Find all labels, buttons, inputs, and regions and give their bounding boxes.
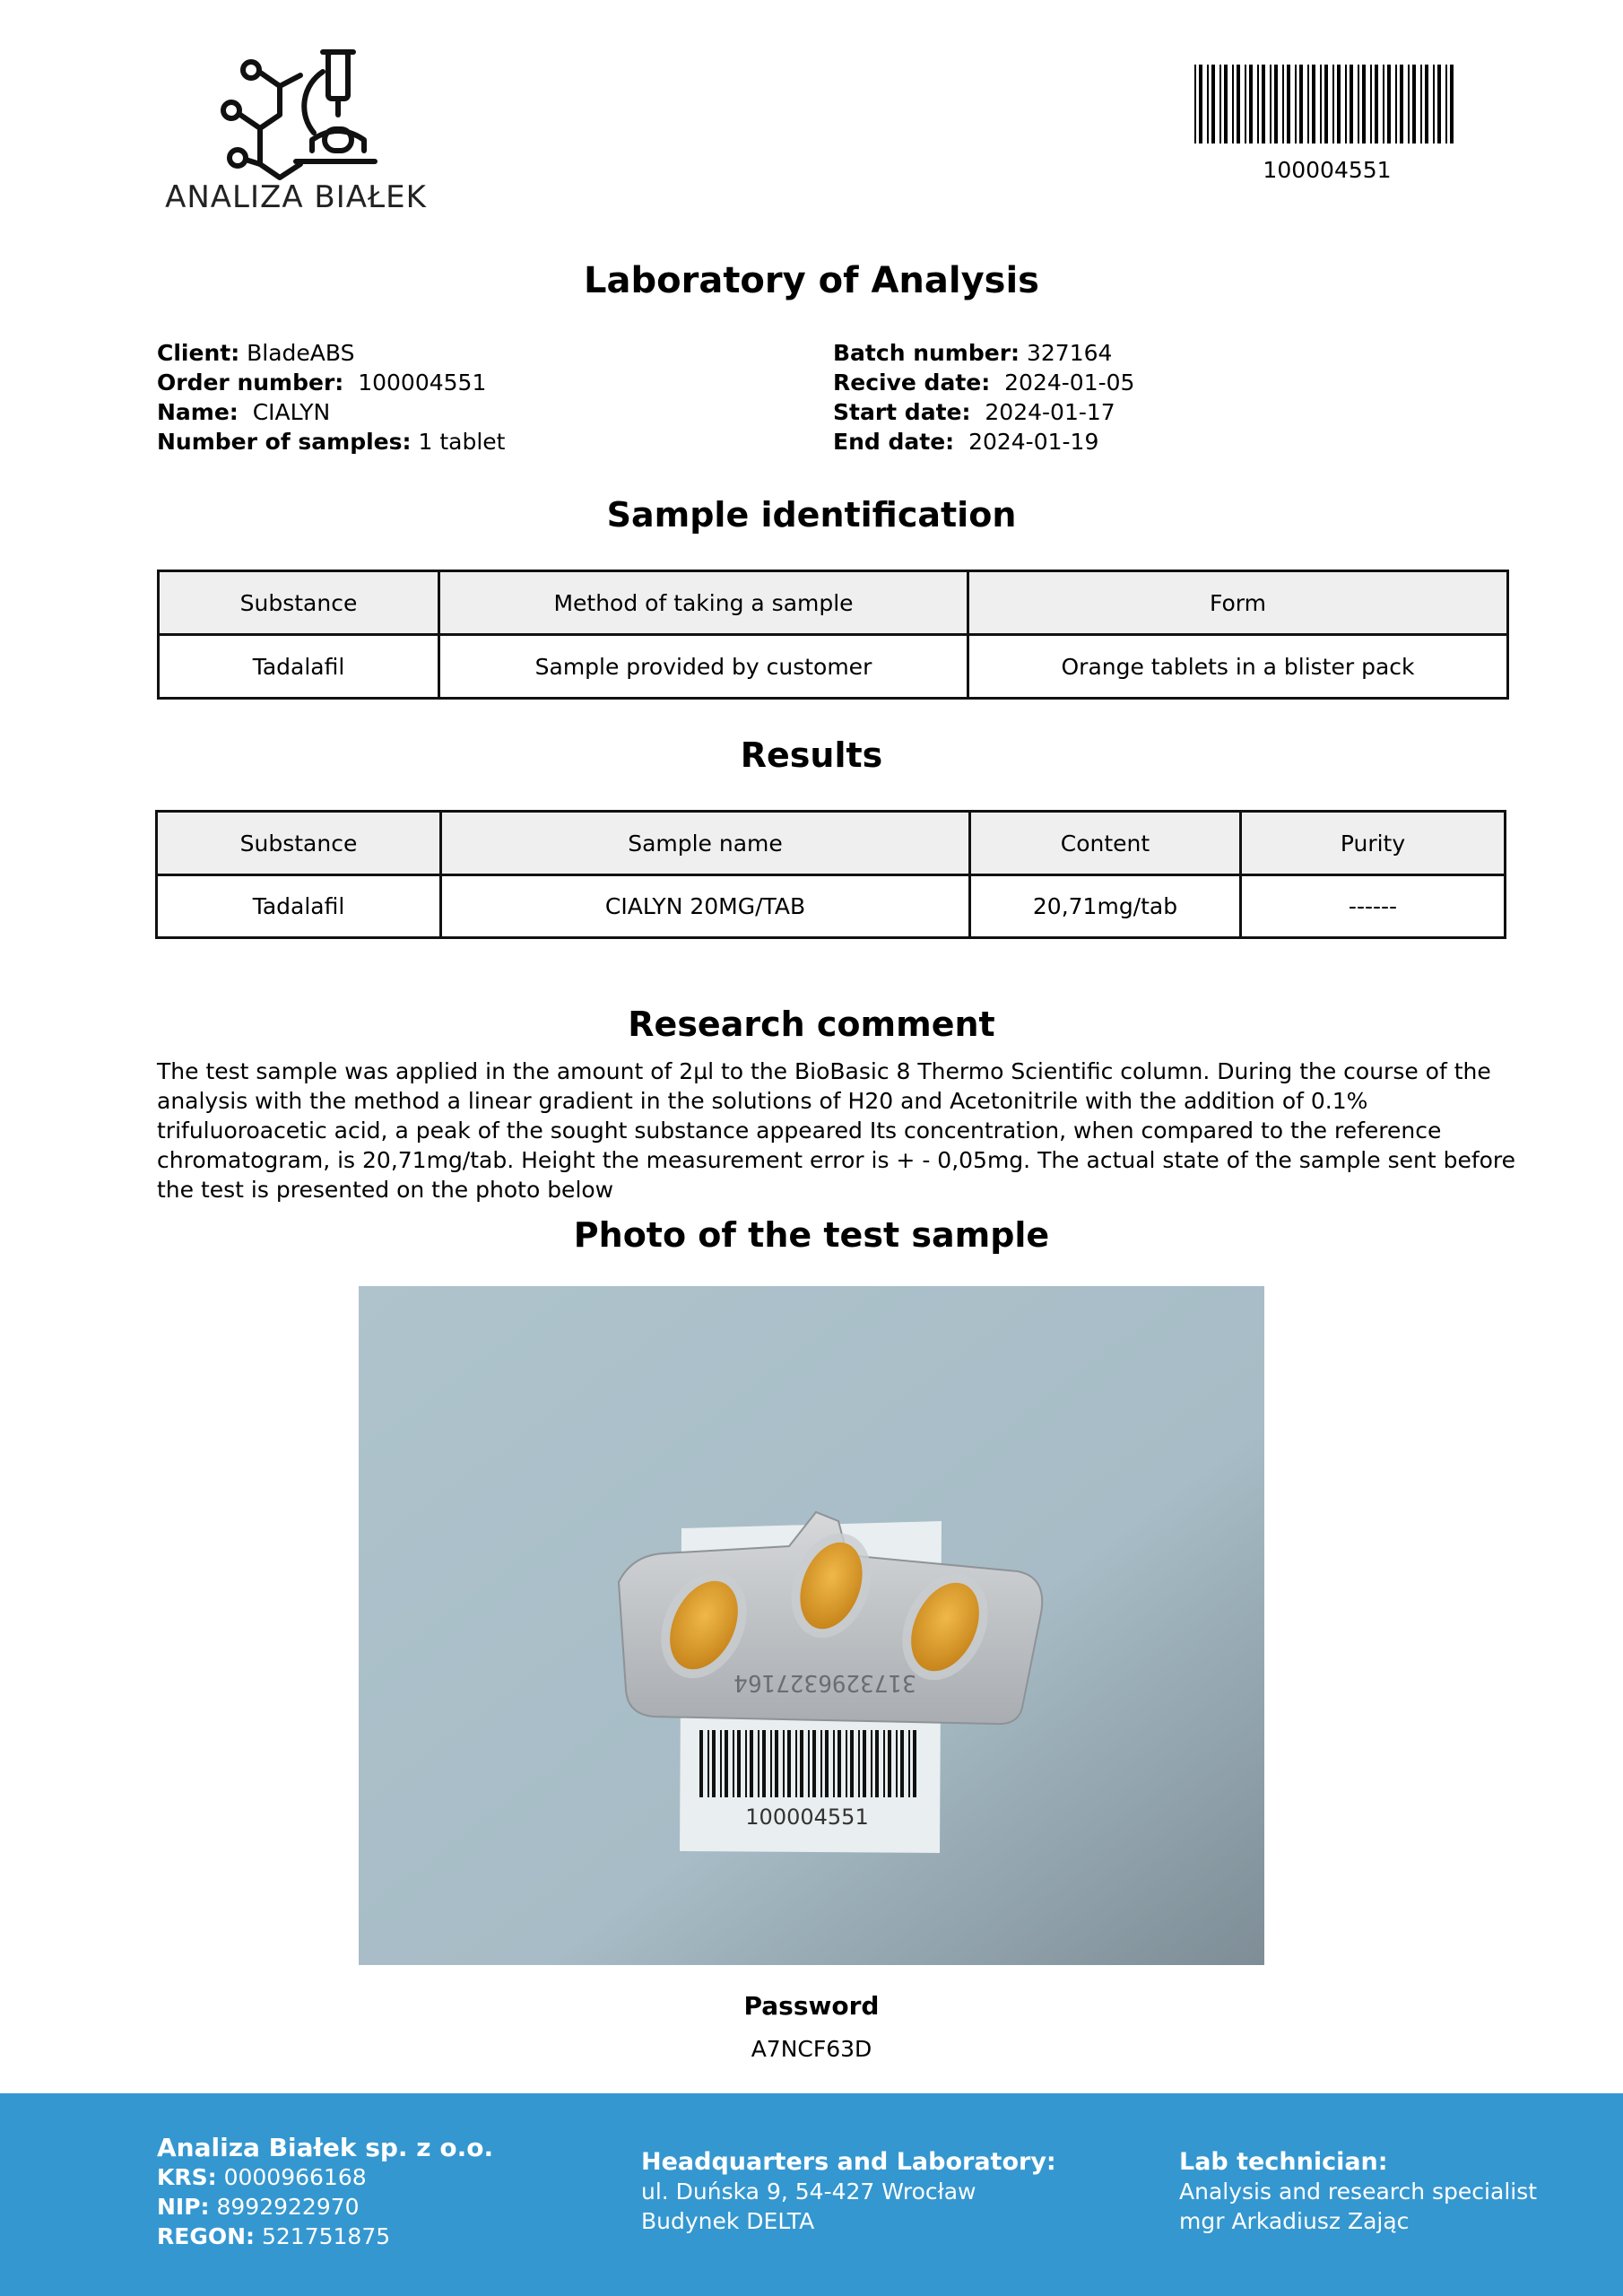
barcode-bar [1232, 65, 1234, 144]
table-header-cell: Method of taking a sample [439, 571, 968, 635]
barcode-bar [1312, 65, 1315, 144]
barcode-bar [707, 1730, 709, 1797]
barcode-bar [800, 1730, 803, 1797]
barcode-bar [875, 1730, 879, 1797]
footer [0, 2093, 1623, 2296]
barcode-bar [787, 1730, 791, 1797]
table-header-cell: Content [970, 812, 1241, 875]
sample-photo [359, 1286, 1264, 1965]
table-cell: Orange tablets in a blister pack [968, 635, 1508, 699]
info-start-date: Start date: 2024-01-17 [833, 399, 1115, 425]
info-receive-date: Recive date: 2024-01-05 [833, 370, 1135, 396]
barcode-bar [1219, 65, 1221, 144]
research-comment-heading: Research comment [628, 1004, 995, 1044]
research-comment-text: The test sample was applied in the amount of 2µl to the BioBasic 8 Thermo Scientific column. During the course of the analysis with the method a linear gradient in the solutions of H20 and Acetonitrile with the addition of 0.1% trifuluoroacetic acid, a peak of the sought substance appeared Its concentration, when compared to the reference chromatogram, is 20,71mg/tab. Height the measurement error is + - 0,05mg. The actual state of the sample sent before the test is presented on the photo below [157, 1058, 1516, 1203]
footer-headquarters [641, 2147, 1056, 2236]
footer-hq-heading: Headquarters and Laboratory: [641, 2148, 1056, 2176]
barcode-bar [1437, 65, 1441, 144]
footer-hq-address: ul. Duńska 9, 54-427 Wrocław [641, 2179, 976, 2205]
barcode-bar [908, 1730, 910, 1797]
barcode-bar [1282, 65, 1284, 144]
barcode-bar [1262, 65, 1265, 144]
password-label: Password [743, 1991, 880, 2021]
barcode-bar [1287, 65, 1290, 144]
barcode-bar [1362, 65, 1366, 144]
barcode-bar [1274, 65, 1278, 144]
table-header-cell: Form [968, 571, 1508, 635]
results-heading: Results [740, 735, 883, 775]
barcode-bar [1337, 65, 1341, 144]
info-number-of-samples: Number of samples: 1 tablet [157, 429, 506, 455]
barcode-bar [699, 1730, 703, 1797]
barcode-bar [762, 1730, 766, 1797]
barcode-bar [858, 1730, 860, 1797]
info-order-number: Order number: 100004551 [157, 370, 487, 396]
footer-tech-name: mgr Arkadiusz Zając [1179, 2208, 1410, 2234]
table-row [157, 875, 1506, 938]
barcode-bar [750, 1730, 753, 1797]
footer-company-info [157, 2133, 493, 2251]
table-header-cell: Substance [157, 812, 441, 875]
barcode-bar [1420, 65, 1422, 144]
footer-regon: REGON: 521751875 [157, 2223, 391, 2249]
barcode-bar [1320, 65, 1322, 144]
table-cell: CIALYN 20MG/TAB [441, 875, 970, 938]
barcode-bar [1425, 65, 1428, 144]
barcode-bar [850, 1730, 854, 1797]
table-header-row [159, 571, 1508, 635]
table-header-row [157, 812, 1506, 875]
barcode-bar [745, 1730, 747, 1797]
table-cell: Tadalafil [159, 635, 439, 699]
footer-tech-heading: Lab technician: [1179, 2148, 1388, 2176]
password-value[interactable]: A7NCF63D [751, 2036, 872, 2062]
barcode-bar [820, 1730, 822, 1797]
barcode-bar [725, 1730, 728, 1797]
barcode-bar [1387, 65, 1391, 144]
table-row [159, 635, 1508, 699]
barcode-bar [883, 1730, 885, 1797]
photo-heading: Photo of the test sample [573, 1215, 1050, 1255]
barcode-bar [1445, 65, 1447, 144]
barcode-bar [1412, 65, 1416, 144]
barcode-bar [808, 1730, 810, 1797]
photo-barcode-number: 100004551 [745, 1805, 869, 1830]
barcode-bar [825, 1730, 829, 1797]
barcode-bar [1207, 65, 1209, 144]
barcode-bar [863, 1730, 866, 1797]
info-name: Name: CIALYN [157, 399, 331, 425]
barcode-bar [1408, 65, 1410, 144]
barcode-bar [1332, 65, 1334, 144]
barcode-bar [1370, 65, 1372, 144]
barcode-bar [1237, 65, 1240, 144]
barcode-bar [1433, 65, 1435, 144]
barcode-bar [871, 1730, 872, 1797]
info-left [157, 338, 505, 457]
table-cell: ------ [1241, 875, 1506, 938]
info-end-date: End date: 2024-01-19 [833, 429, 1099, 455]
table-header-cell: Purity [1241, 812, 1506, 875]
sample-identification-table [157, 570, 1509, 700]
barcode-bar [758, 1730, 759, 1797]
footer-company-name: Analiza Białek sp. z o.o. [157, 2133, 494, 2162]
logo-text: ANALIZA BIAŁEK [165, 179, 427, 215]
table-header-cell: Sample name [441, 812, 970, 875]
page-title: Laboratory of Analysis [584, 260, 1039, 301]
barcode-bar [720, 1730, 722, 1797]
barcode-bar [783, 1730, 785, 1797]
barcode-icon [1193, 63, 1462, 145]
barcode-bar [712, 1730, 716, 1797]
barcode-bar [1211, 65, 1215, 144]
sample-photo-image [359, 1286, 1264, 1965]
barcode-bar [1307, 65, 1309, 144]
table-cell: 20,71mg/tab [970, 875, 1241, 938]
footer-krs: KRS: 0000966168 [157, 2164, 367, 2190]
barcode-bar [1375, 65, 1378, 144]
barcode-bar [1299, 65, 1303, 144]
barcode-bar [1400, 65, 1403, 144]
barcode-bar [888, 1730, 891, 1797]
barcode-bar [770, 1730, 772, 1797]
barcode-bar [733, 1730, 734, 1797]
barcode-bar [812, 1730, 816, 1797]
results-table [155, 810, 1506, 939]
info-client: Client: BladeABS [157, 340, 355, 366]
barcode-bar [900, 1730, 904, 1797]
table-cell: Sample provided by customer [439, 635, 968, 699]
barcode-bar [896, 1730, 898, 1797]
barcode-bar [833, 1730, 835, 1797]
barcode-bar [1245, 65, 1246, 144]
barcode-bar [838, 1730, 841, 1797]
barcode-bar [1270, 65, 1271, 144]
barcode-bar [1395, 65, 1397, 144]
footer-lab-technician [1179, 2147, 1537, 2236]
barcode-bar [1257, 65, 1259, 144]
barcode-number: 100004551 [1263, 157, 1392, 183]
table-header-cell: Substance [159, 571, 439, 635]
barcode-bar [1224, 65, 1228, 144]
barcode-bar [1383, 65, 1384, 144]
barcode-bar [1350, 65, 1353, 144]
barcode-bar [1324, 65, 1328, 144]
barcode-bar [1450, 65, 1454, 144]
info-right [833, 338, 1134, 457]
barcode-bar [1358, 65, 1359, 144]
footer-tech-role: Analysis and research specialist [1179, 2179, 1538, 2205]
barcode-bar [737, 1730, 741, 1797]
barcode-bar [1249, 65, 1253, 144]
barcode-bar [1295, 65, 1297, 144]
barcode-bar [846, 1730, 847, 1797]
info-batch-number: Batch number: 327164 [833, 340, 1113, 366]
barcode-bar [913, 1730, 916, 1797]
sample-identification-heading: Sample identification [606, 495, 1017, 535]
blister-print: 3173296327164 [733, 1669, 916, 1696]
footer-nip: NIP: 8992922970 [157, 2194, 360, 2220]
footer-hq-building: Budynek DELTA [641, 2208, 815, 2234]
barcode-bar [1194, 65, 1196, 144]
barcode-bar [795, 1730, 797, 1797]
barcode-bar [1199, 65, 1202, 144]
barcode-bar [775, 1730, 778, 1797]
barcode-bar [1345, 65, 1347, 144]
table-cell: Tadalafil [157, 875, 441, 938]
